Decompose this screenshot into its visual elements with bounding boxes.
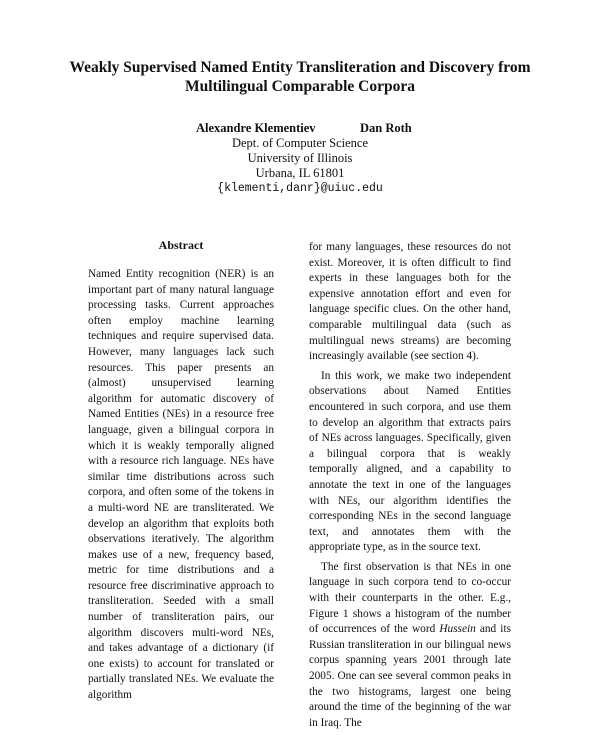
title-line-1: Weakly Supervised Named Entity Transliteration and Discovery from	[69, 59, 531, 76]
affiliation-university: University of Illinois	[247, 151, 353, 165]
title-line-2: Multilingual Comparable Corpora	[185, 78, 415, 95]
body-paragraph-3-start: The first observation is that NEs in one language in such corpora tend to co-occur with their counterparts in the other. E.g., Figure 1 shows a histogram of the number of occurrences of the word	[309, 560, 511, 636]
body-paragraph-3-end: and its Russian transliteration in our bilingual news corpus spanning years 2001 through late 2005. One can see several common peaks in the two histograms, largest one being around the time of the beginning of the war in Iraq. The	[309, 623, 511, 729]
author-1: Alexandre Klementiev	[196, 121, 316, 135]
right-column	[309, 240, 511, 735]
body-paragraph-2: In this work, we make two independent observations about Named Entities encountered in such corpora, and use them to develop an algorithm that extracts pairs of NEs across languages. Specifically, given a bilingual corpora that is weakly temporally aligned, and a capability to annotate the text in one of the languages with NEs, our algorithm identifies the corresponding NEs in the second language text, and annotates them with the appropriate type, as in the source text.	[309, 369, 511, 554]
paper-title	[40, 58, 560, 96]
affiliation-dept: Dept. of Computer Science	[231, 136, 369, 150]
author-2: Dan Roth	[360, 121, 412, 135]
left-column	[88, 238, 274, 704]
abstract-heading: Abstract	[158, 238, 204, 252]
abstract-text: Named Entity recognition (NER) is an important part of many natural language processing tasks. Current approaches often employ machine learning techniques and require supervised data. However, many languages lack such resources. This paper presents an (almost) unsupervised learning algorithm for automatic discovery of Named Entities (NEs) in a resource free language, given a bilingual corpora in which it is weakly temporally aligned with a resource rich language. NEs have similar time distributions across such corpora, and often some of the tokens in a multi-word NE are transliterated. We develop an algorithm that exploits both observations iteratively. The algorithm makes use of a new, frequency based, metric for time distributions and a resource free discriminative approach to transliteration. Seeded with a small number of transliteration pairs, our algorithm discovers multi-word NEs, and takes advantage of a dictionary (if one exists) to account for translated or partially translated NEs. We evaluate the algorithm	[88, 268, 274, 702]
author-names	[100, 121, 500, 136]
author-email: {klementi,danr}@uiuc.edu	[217, 182, 383, 195]
body-paragraph-1: for many languages, these resources do not exist. Moreover, it is often difficult to find experts in these languages both for the expensive annotation effort and even for language specific clues. On the other hand, comparable multilingual data (such as multilingual news streams) are becoming increasingly available (see section 4).	[309, 241, 511, 363]
body-paragraph-3	[309, 560, 511, 732]
author-block	[100, 121, 500, 196]
body-paragraph-3-italic: Hussein	[439, 623, 476, 636]
affiliation-city: Urbana, IL 61801	[255, 166, 345, 180]
